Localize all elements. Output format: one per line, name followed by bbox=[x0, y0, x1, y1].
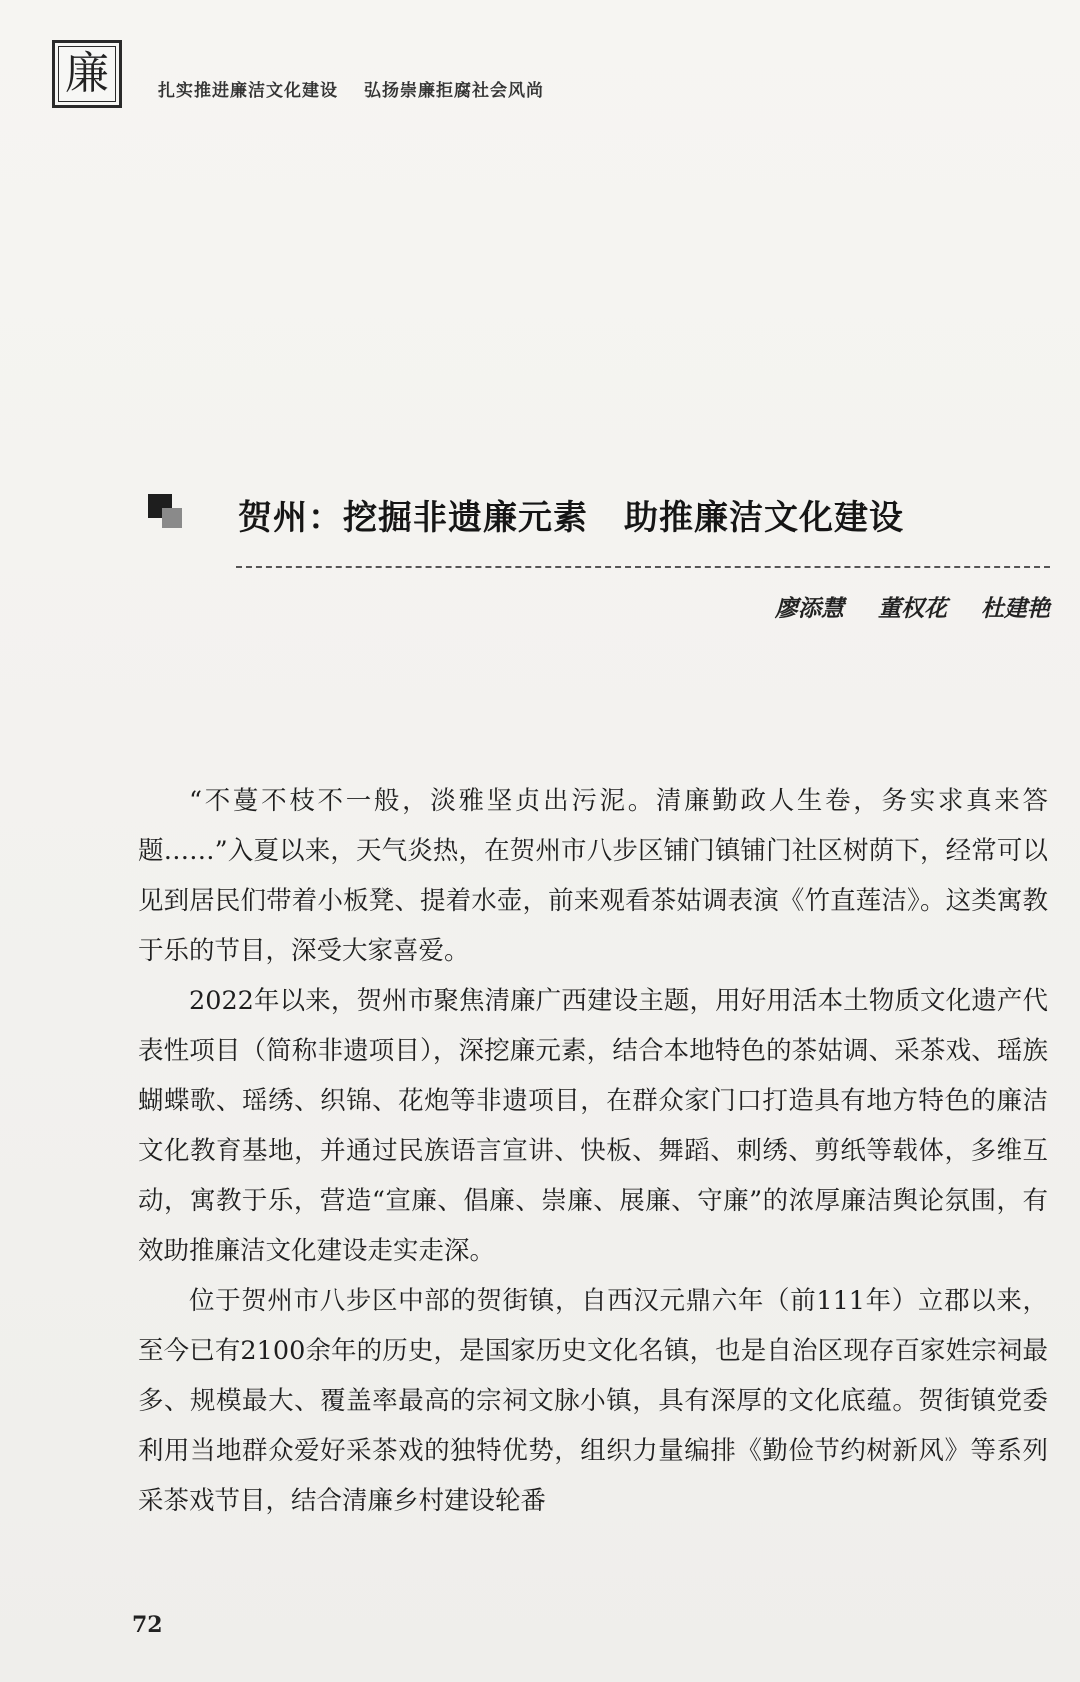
running-head bbox=[158, 76, 544, 101]
title-square-icon bbox=[148, 494, 184, 530]
author-1: 廖添慧 bbox=[775, 595, 844, 622]
article-title bbox=[238, 490, 904, 539]
article-body bbox=[138, 776, 1048, 1526]
title-main: 贺州：挖掘非遗廉元素 bbox=[238, 498, 588, 538]
title-sub: 助推廉洁文化建设 bbox=[624, 498, 904, 538]
lian-seal-logo bbox=[52, 40, 122, 108]
author-3: 杜建艳 bbox=[981, 595, 1050, 622]
page-number: 72 bbox=[132, 1612, 163, 1638]
author-2: 董权花 bbox=[878, 595, 947, 622]
seal-character: 廉 bbox=[58, 46, 116, 102]
author-line bbox=[741, 590, 1050, 623]
running-head-left: 扎实推进廉洁文化建设 bbox=[158, 81, 338, 101]
title-divider bbox=[236, 566, 1050, 568]
paragraph: “不蔓不枝不一般，淡雅坚贞出污泥。清廉勤政人生卷，务实求真来答题……”入夏以来，天气炎热，在贺州市八步区铺门镇铺门社区树荫下，经常可以见到居民们带着小板凳、提着水壶，前来观看茶姑调表演《竹直莲洁》。这类寓教于乐的节目，深受大家喜爱。 bbox=[138, 786, 1048, 966]
running-head-right: 弘扬崇廉拒腐社会风尚 bbox=[364, 81, 544, 101]
paragraph: 2022年以来，贺州市聚焦清廉广西建设主题，用好用活本土物质文化遗产代表性项目（简称非遗项目），深挖廉元素，结合本地特色的茶姑调、采茶戏、瑶族蝴蝶歌、瑶绣、织锦、花炮等非遗项目，在群众家门口打造具有地方特色的廉洁文化教育基地，并通过民族语言宣讲、快板、舞蹈、刺绣、剪纸等载体，多维互动，寓教于乐，营造“宣廉、倡廉、崇廉、展廉、守廉”的浓厚廉洁舆论氛围，有效助推廉洁文化建设走实走深。 bbox=[138, 986, 1048, 1266]
paragraph: 位于贺州市八步区中部的贺街镇，自西汉元鼎六年（前111年）立郡以来，至今已有2100余年的历史，是国家历史文化名镇，也是自治区现存百家姓宗祠最多、规模最大、覆盖率最高的宗祠文脉小镇，具有深厚的文化底蕴。贺街镇党委利用当地群众爱好采茶戏的独特优势，组织力量编排《勤俭节约树新风》等系列采茶戏节目，结合清廉乡村建设轮番 bbox=[138, 1286, 1048, 1516]
